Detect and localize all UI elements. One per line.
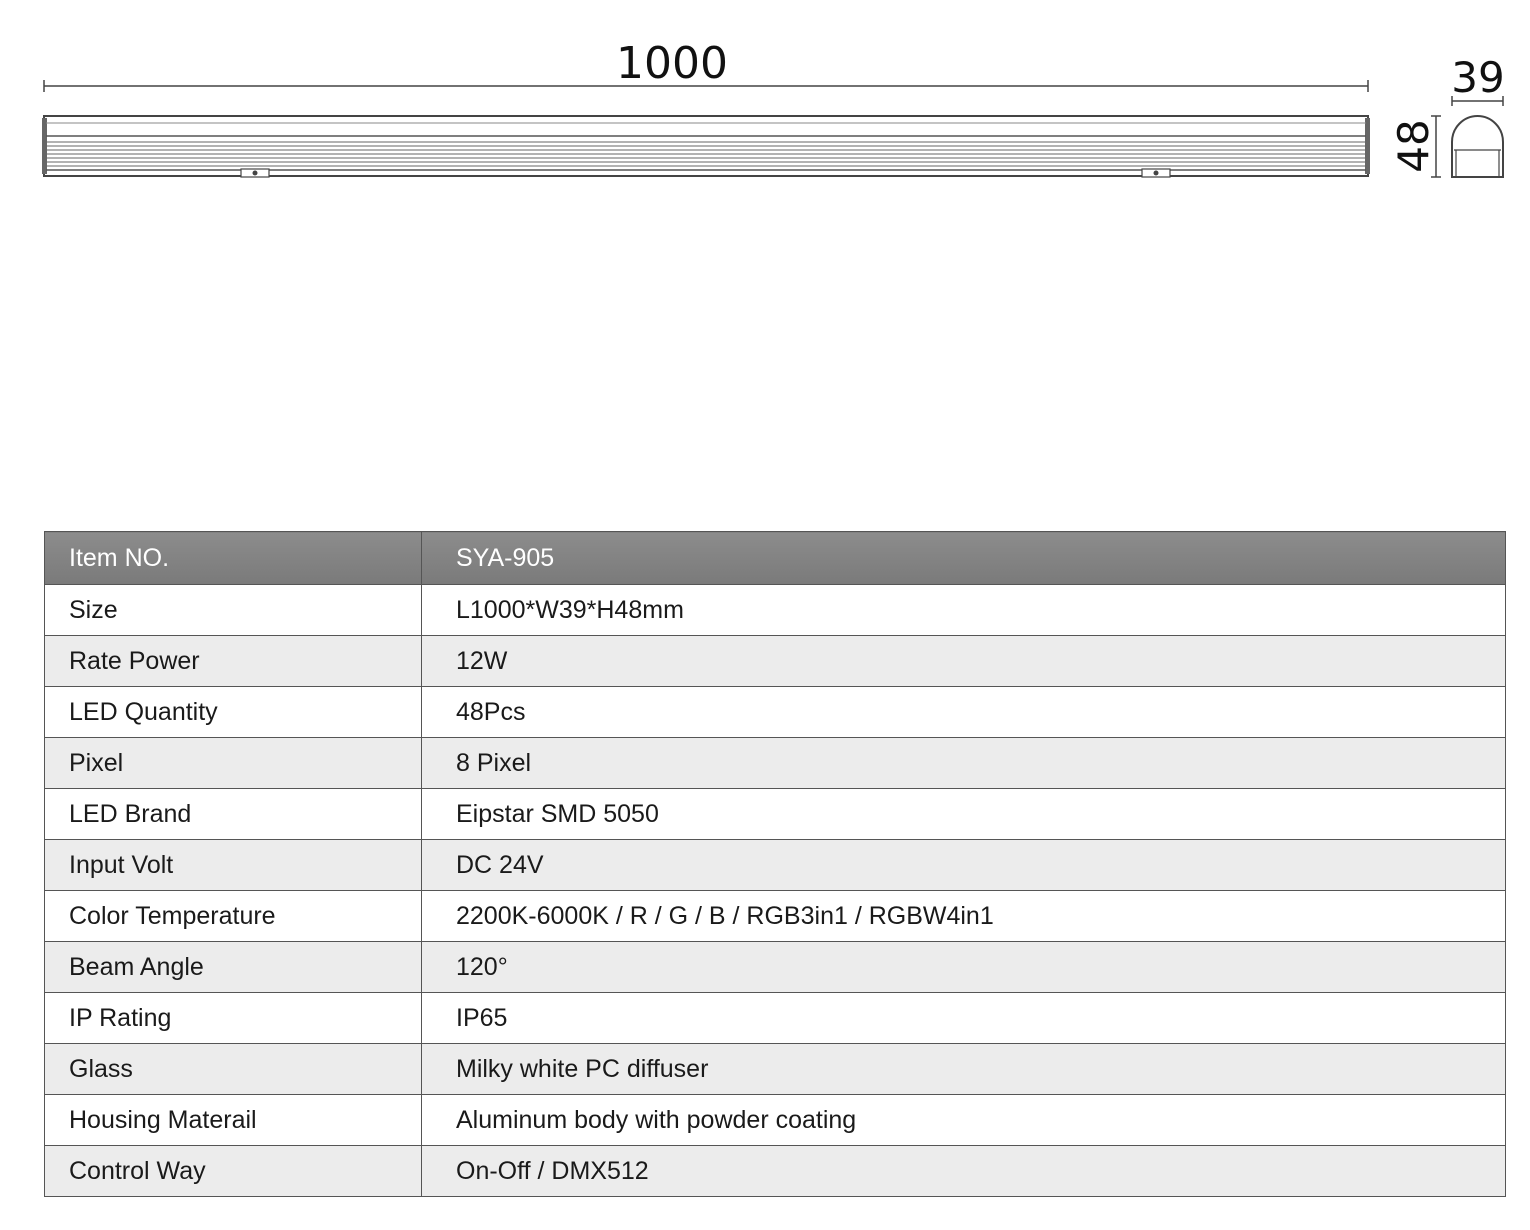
spec-label: LED Quantity	[45, 687, 422, 738]
table-row	[45, 891, 1506, 942]
width-label: 39	[1451, 53, 1505, 102]
table-row	[45, 1095, 1506, 1146]
spec-value: Milky white PC diffuser	[422, 1044, 1506, 1095]
header-label: Item NO.	[45, 532, 422, 585]
specification-table	[44, 531, 1506, 1197]
spec-value: DC 24V	[422, 840, 1506, 891]
table-row	[45, 840, 1506, 891]
spec-value: 8 Pixel	[422, 738, 1506, 789]
spec-label: Size	[45, 585, 422, 636]
table-row	[45, 993, 1506, 1044]
spec-value: 120°	[422, 942, 1506, 993]
table-header-row	[45, 532, 1506, 585]
spec-label: Glass	[45, 1044, 422, 1095]
height-label: 48	[1389, 119, 1438, 173]
table-row	[45, 636, 1506, 687]
table-row	[45, 585, 1506, 636]
spec-label: IP Rating	[45, 993, 422, 1044]
table-row	[45, 1044, 1506, 1095]
fixture-front-view	[42, 116, 1370, 177]
spec-value: Aluminum body with powder coating	[422, 1095, 1506, 1146]
spec-label: Color Temperature	[45, 891, 422, 942]
fixture-side-profile	[1452, 116, 1503, 177]
spec-label: Housing Materail	[45, 1095, 422, 1146]
spec-value: 12W	[422, 636, 1506, 687]
spec-label: Rate Power	[45, 636, 422, 687]
length-label: 1000	[616, 38, 728, 89]
spec-value: L1000*W39*H48mm	[422, 585, 1506, 636]
spec-value: 48Pcs	[422, 687, 1506, 738]
spec-value: On-Off / DMX512	[422, 1146, 1506, 1197]
spec-label: Beam Angle	[45, 942, 422, 993]
spec-value: IP65	[422, 993, 1506, 1044]
table-row	[45, 738, 1506, 789]
spec-value: Eipstar SMD 5050	[422, 789, 1506, 840]
spec-label: Pixel	[45, 738, 422, 789]
spec-label: LED Brand	[45, 789, 422, 840]
header-value: SYA-905	[422, 532, 1506, 585]
table-row	[45, 942, 1506, 993]
spec-value: 2200K-6000K / R / G / B / RGB3in1 / RGBW4in1	[422, 891, 1506, 942]
spec-label: Control Way	[45, 1146, 422, 1197]
table-row	[45, 1146, 1506, 1197]
table-row	[45, 687, 1506, 738]
dimension-drawing	[0, 0, 1530, 200]
spec-label: Input Volt	[45, 840, 422, 891]
table-row	[45, 789, 1506, 840]
